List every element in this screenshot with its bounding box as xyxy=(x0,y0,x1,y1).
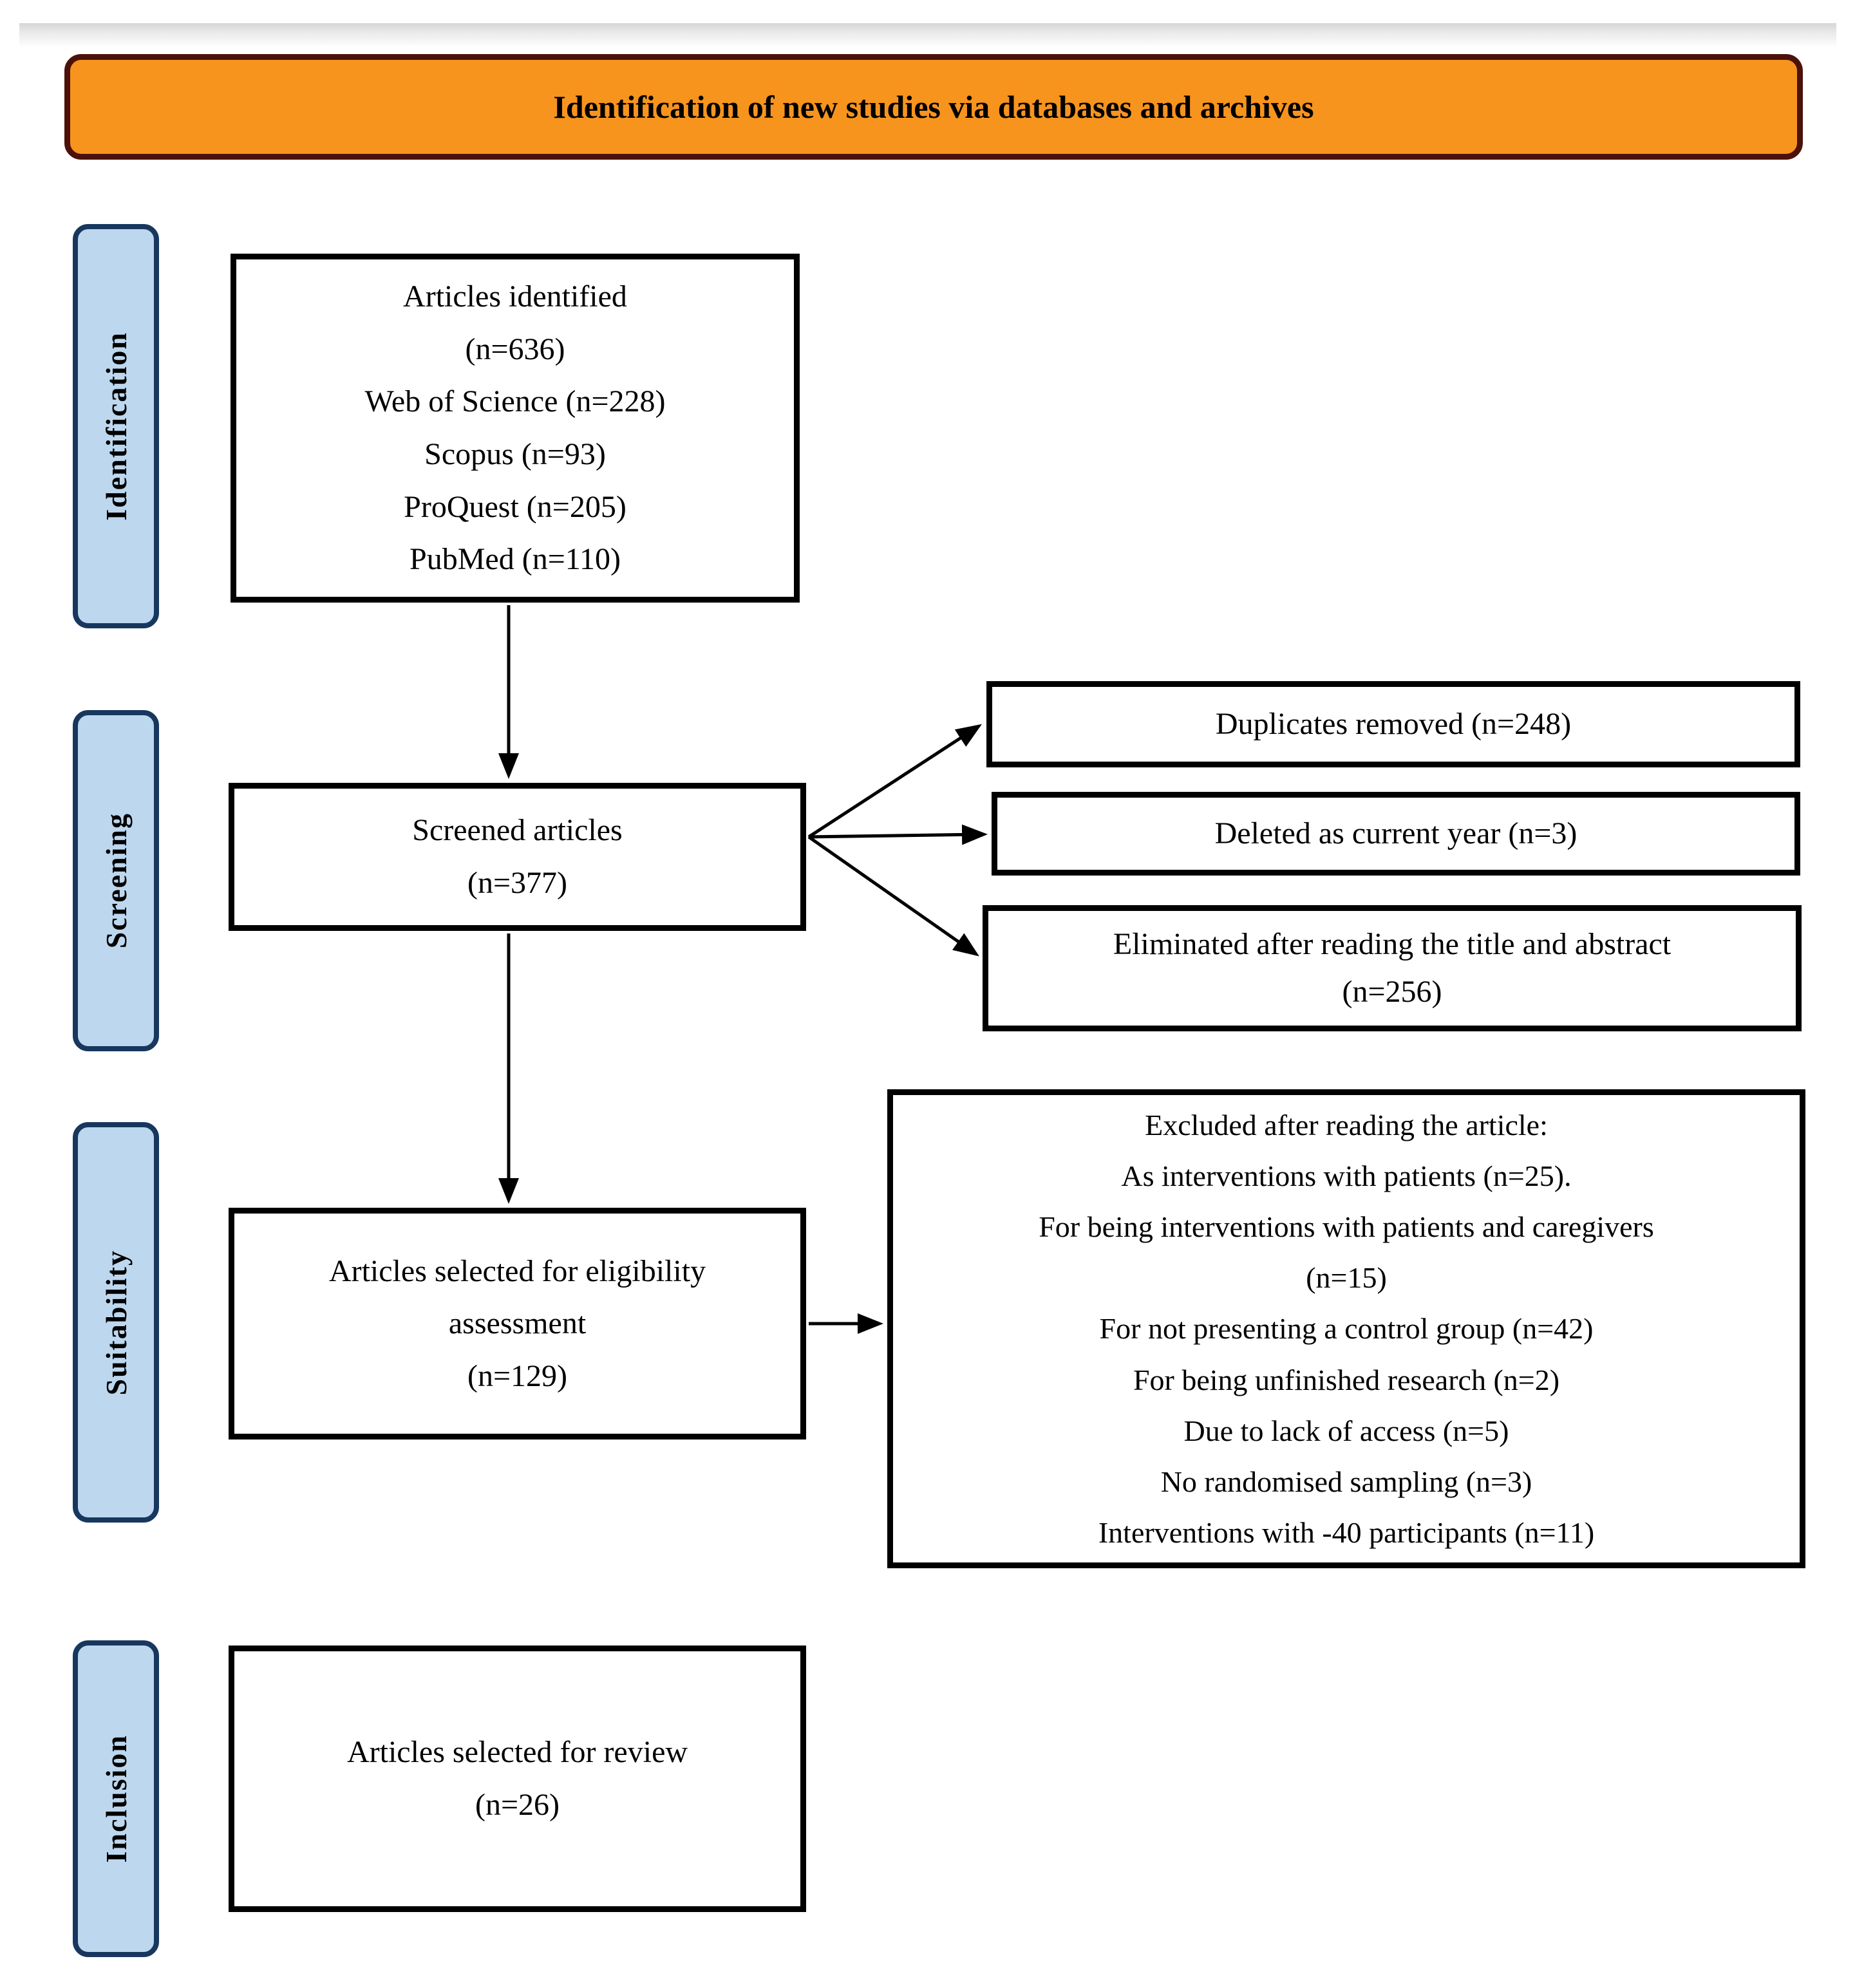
box-duplicates-removed xyxy=(986,681,1800,767)
box-articles-selected-review xyxy=(229,1646,806,1912)
box-eliminated-after-title-abstract-text: Eliminated after reading the title and abstract (n=256) xyxy=(1113,926,1671,1009)
box-eligibility-assessment-text: Articles selected for eligibility assessment (n=129) xyxy=(328,1253,706,1393)
banner xyxy=(64,54,1803,160)
stage-label-inclusion xyxy=(73,1640,159,1957)
box-screened-articles-text: Screened articles (n=377) xyxy=(412,813,623,900)
box-deleted-as-current-year-text: Deleted as current year (n=3) xyxy=(1214,816,1577,851)
box-eliminated-after-title-abstract xyxy=(983,905,1802,1031)
box-excluded-after-reading-text: Excluded after reading the article: As interventions with patients (n=25). For being interventions with patients and caregivers (n=15) For not presenting a control group (n=42) For being unfinished research (n=2) Due to lack of access (n=5) No randomised sampling (n=3) Interventions with -40 participants (n=11) xyxy=(1039,1109,1654,1549)
stage-label-suitability-text: Suitability xyxy=(99,1249,133,1396)
box-articles-identified xyxy=(231,254,800,603)
stage-label-suitability xyxy=(73,1122,159,1523)
stage-label-identification xyxy=(73,224,159,628)
box-duplicates-removed-text: Duplicates removed (n=248) xyxy=(1215,707,1572,742)
box-screened-articles xyxy=(229,783,806,931)
top-gradient-strip xyxy=(19,23,1836,48)
banner-title: Identification of new studies via databases and archives xyxy=(553,89,1314,125)
arrow-screened-to-deleted-current-year xyxy=(809,834,984,837)
stage-label-identification-text: Identification xyxy=(99,332,133,521)
box-excluded-after-reading xyxy=(887,1089,1805,1568)
arrow-screened-to-eliminated xyxy=(809,837,976,954)
box-articles-selected-review-text: Articles selected for review (n=26) xyxy=(346,1735,688,1822)
box-deleted-as-current-year xyxy=(992,792,1800,876)
stage-label-screening xyxy=(73,710,159,1051)
stage-label-screening-text: Screening xyxy=(99,812,133,949)
stage-label-inclusion-text: Inclusion xyxy=(99,1734,133,1863)
box-eligibility-assessment xyxy=(229,1208,806,1439)
arrow-screened-to-duplicates xyxy=(809,726,979,837)
box-articles-identified-text: Articles identified (n=636) Web of Science (n=228) Scopus (n=93) ProQuest (n=205) PubMed (n=110) xyxy=(364,279,666,577)
